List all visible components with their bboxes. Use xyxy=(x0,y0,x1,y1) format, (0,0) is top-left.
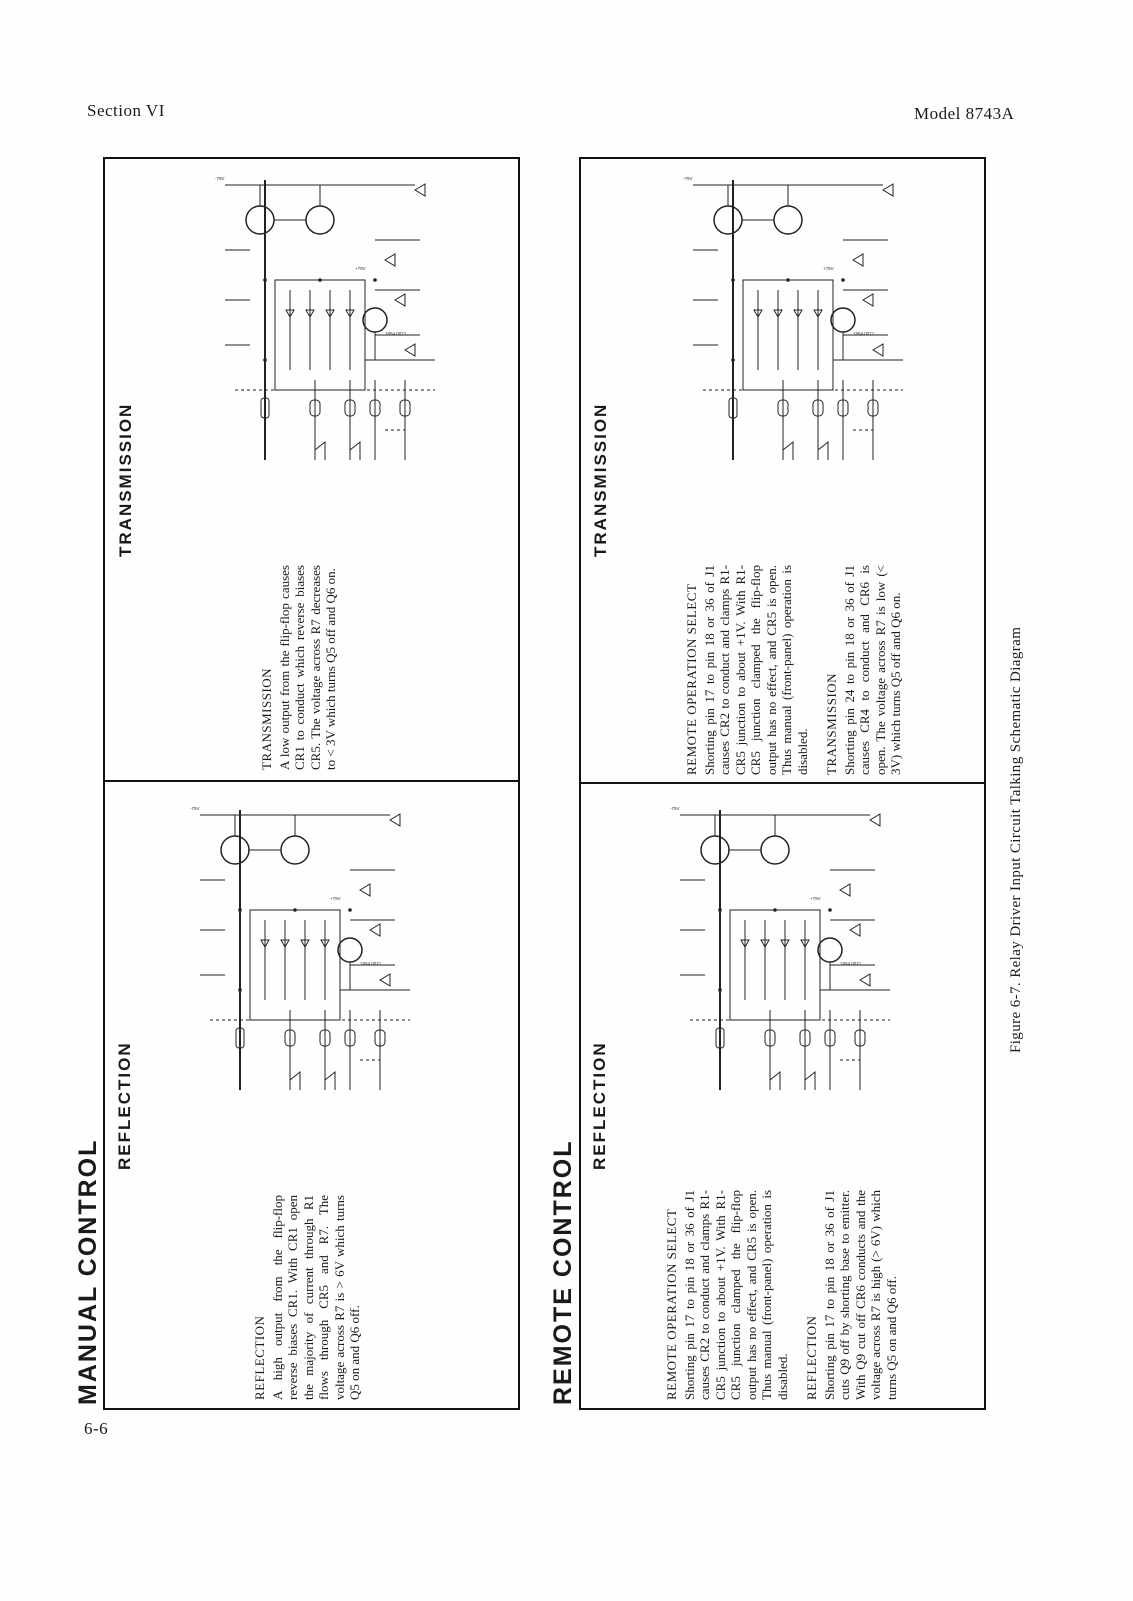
manual-panel-divider xyxy=(103,780,520,782)
manual-reflection-text: A high output from the flip-flop reverse biases CR1. With CR1 open the majority of current through R1 flows through CR5 and R7. The voltage across R7 is > 6V which turns Q5 on and Q6 off. xyxy=(269,1195,362,1400)
transistor-q5 xyxy=(701,836,729,864)
junction-dot xyxy=(348,908,352,912)
manual-control-title: MANUAL CONTROL xyxy=(74,1138,102,1405)
supply-label-neg: -79V xyxy=(683,176,693,181)
junction-dot xyxy=(373,278,377,282)
ground-symbol xyxy=(395,294,405,306)
ground-symbol xyxy=(385,254,395,266)
transistor-q9 xyxy=(338,938,362,962)
jumper-line xyxy=(360,1060,380,1085)
transistor-q9 xyxy=(831,308,855,332)
ground-symbol xyxy=(370,924,380,936)
manual-transmission-text-block xyxy=(259,565,339,770)
remote-reflection-text2: Shorting pin 17 to pin 18 or 36 of J1 cuts Q9 off by shorting base to emitter. With Q9 cut off CR6 conducts and the voltage across R7 is high (> 6V) which turns Q5 on and Q6 off. xyxy=(821,1190,899,1400)
figure-caption: Figure 6-7. Relay Driver Input Circuit Talking Schematic Diagram xyxy=(1008,626,1024,1053)
jumper-line xyxy=(385,430,405,455)
transistor-q6 xyxy=(761,836,789,864)
select-switch xyxy=(805,1072,815,1090)
ground-symbol xyxy=(863,294,873,306)
junction-dot xyxy=(293,908,297,912)
remote-transmission-text-block xyxy=(684,565,904,775)
schematic-manual-transmission xyxy=(205,160,435,490)
select-switch xyxy=(325,1072,335,1090)
transistor-q6 xyxy=(281,836,309,864)
transistor-q9 xyxy=(818,938,842,962)
junction-dot xyxy=(238,988,242,992)
ground-symbol xyxy=(405,344,415,356)
remote-control-title: REMOTE CONTROL xyxy=(549,1139,577,1405)
supply-label-neg: -79V xyxy=(190,806,200,811)
remote-transmission-heading: TRANSMISSION xyxy=(591,402,610,557)
junction-dot xyxy=(718,908,722,912)
diode-network xyxy=(275,280,365,390)
q9-type-label: 1854 0071 xyxy=(360,961,382,966)
q9-type-label: 1854 0071 xyxy=(853,331,875,336)
manual-transmission-subheading: TRANSMISSION xyxy=(259,667,274,770)
diode-network xyxy=(743,280,833,390)
diode-network xyxy=(730,910,820,1020)
junction-dot xyxy=(718,988,722,992)
junction-dot xyxy=(786,278,790,282)
remote-reflection-sub1: REMOTE OPERATION SELECT xyxy=(664,1208,679,1400)
manual-reflection-text-block xyxy=(252,1195,363,1400)
remote-transmission-text1: Shorting pin 17 to pin 18 or 36 of J1 causes CR2 to conduct and clamps R1-CR5 junction to about +1V. With R1-CR5 junction clamped the flip-flop output has no effect, and CR5 is open. Thus manual (front-panel) operation is disabled. xyxy=(701,565,810,775)
remote-reflection-text-block xyxy=(664,1190,899,1400)
schematic-manual-reflection xyxy=(180,790,410,1120)
select-switch xyxy=(290,1072,300,1090)
manual-transmission-text: A low output from the flip-flop causes CR1 to conduct which reverse biases CR5. The voltage across R7 decreases to < 3V which turns Q5 off and Q6 on. xyxy=(276,565,338,770)
junction-dot xyxy=(841,278,845,282)
transistor-q6 xyxy=(774,206,802,234)
section-label: Section VI xyxy=(87,101,165,120)
q9-type-label: 1854 0071 xyxy=(840,961,862,966)
q9-type-label: 1854 0071 xyxy=(385,331,407,336)
ground-symbol xyxy=(840,884,850,896)
manual-reflection-heading: REFLECTION xyxy=(115,1041,134,1170)
ground-symbol xyxy=(390,814,400,826)
diode-network xyxy=(250,910,340,1020)
jumper-line xyxy=(840,1060,860,1085)
ground-symbol xyxy=(853,254,863,266)
manual-transmission-heading: TRANSMISSION xyxy=(116,402,135,557)
junction-dot xyxy=(773,908,777,912)
junction-dot xyxy=(318,278,322,282)
select-switch xyxy=(818,442,828,460)
select-switch xyxy=(315,442,325,460)
transistor-q6 xyxy=(306,206,334,234)
manual-reflection-subheading: REFLECTION xyxy=(252,1315,267,1400)
transistor-q5 xyxy=(221,836,249,864)
supply-label-neg: -79V xyxy=(215,176,225,181)
supply-label-pos: +79V xyxy=(810,896,821,901)
junction-dot xyxy=(238,908,242,912)
supply-label-neg: -79V xyxy=(670,806,680,811)
transistor-q5 xyxy=(246,206,274,234)
page-number: 6-6 xyxy=(84,1419,109,1438)
supply-label-pos: +79V xyxy=(823,266,834,271)
ground-symbol xyxy=(850,924,860,936)
remote-panel-divider xyxy=(579,782,986,784)
ground-symbol xyxy=(380,974,390,986)
remote-reflection-text1: Shorting pin 17 to pin 18 or 36 of J1 causes CR2 to conduct and clamps R1-CR5 junction to about +1V. With R1-CR5 junction clamped the flip-flop output has no effect, and CR5 is open. Thus manual (front-panel) operation is disabled. xyxy=(681,1190,790,1400)
remote-reflection-heading: REFLECTION xyxy=(590,1041,609,1170)
junction-dot xyxy=(263,278,267,282)
junction-dot xyxy=(731,278,735,282)
ground-symbol xyxy=(883,184,893,196)
ground-symbol xyxy=(873,344,883,356)
transistor-q5 xyxy=(714,206,742,234)
supply-label-pos: +79V xyxy=(355,266,366,271)
ground-symbol xyxy=(860,974,870,986)
remote-transmission-sub2: TRANSMISSION xyxy=(824,672,839,775)
ground-symbol xyxy=(360,884,370,896)
junction-dot xyxy=(828,908,832,912)
junction-dot xyxy=(731,358,735,362)
schematic-remote-reflection xyxy=(660,790,890,1120)
junction-dot xyxy=(263,358,267,362)
remote-transmission-sub1: REMOTE OPERATION SELECT xyxy=(684,583,699,775)
select-switch xyxy=(770,1072,780,1090)
remote-transmission-text2: Shorting pin 24 to pin 18 or 36 of J1 causes CR4 to conduct and CR6 is open. The voltage across R7 is low (< 3V) which turns Q5 off and Q6 on. xyxy=(841,565,903,775)
ground-symbol xyxy=(870,814,880,826)
ground-symbol xyxy=(415,184,425,196)
supply-label-pos: +79V xyxy=(330,896,341,901)
remote-reflection-sub2: REFLECTION xyxy=(804,1315,819,1400)
jumper-line xyxy=(853,430,873,455)
select-switch xyxy=(350,442,360,460)
schematic-remote-transmission xyxy=(673,160,903,490)
model-label: Model 8743A xyxy=(914,104,1015,123)
select-switch xyxy=(783,442,793,460)
transistor-q9 xyxy=(363,308,387,332)
